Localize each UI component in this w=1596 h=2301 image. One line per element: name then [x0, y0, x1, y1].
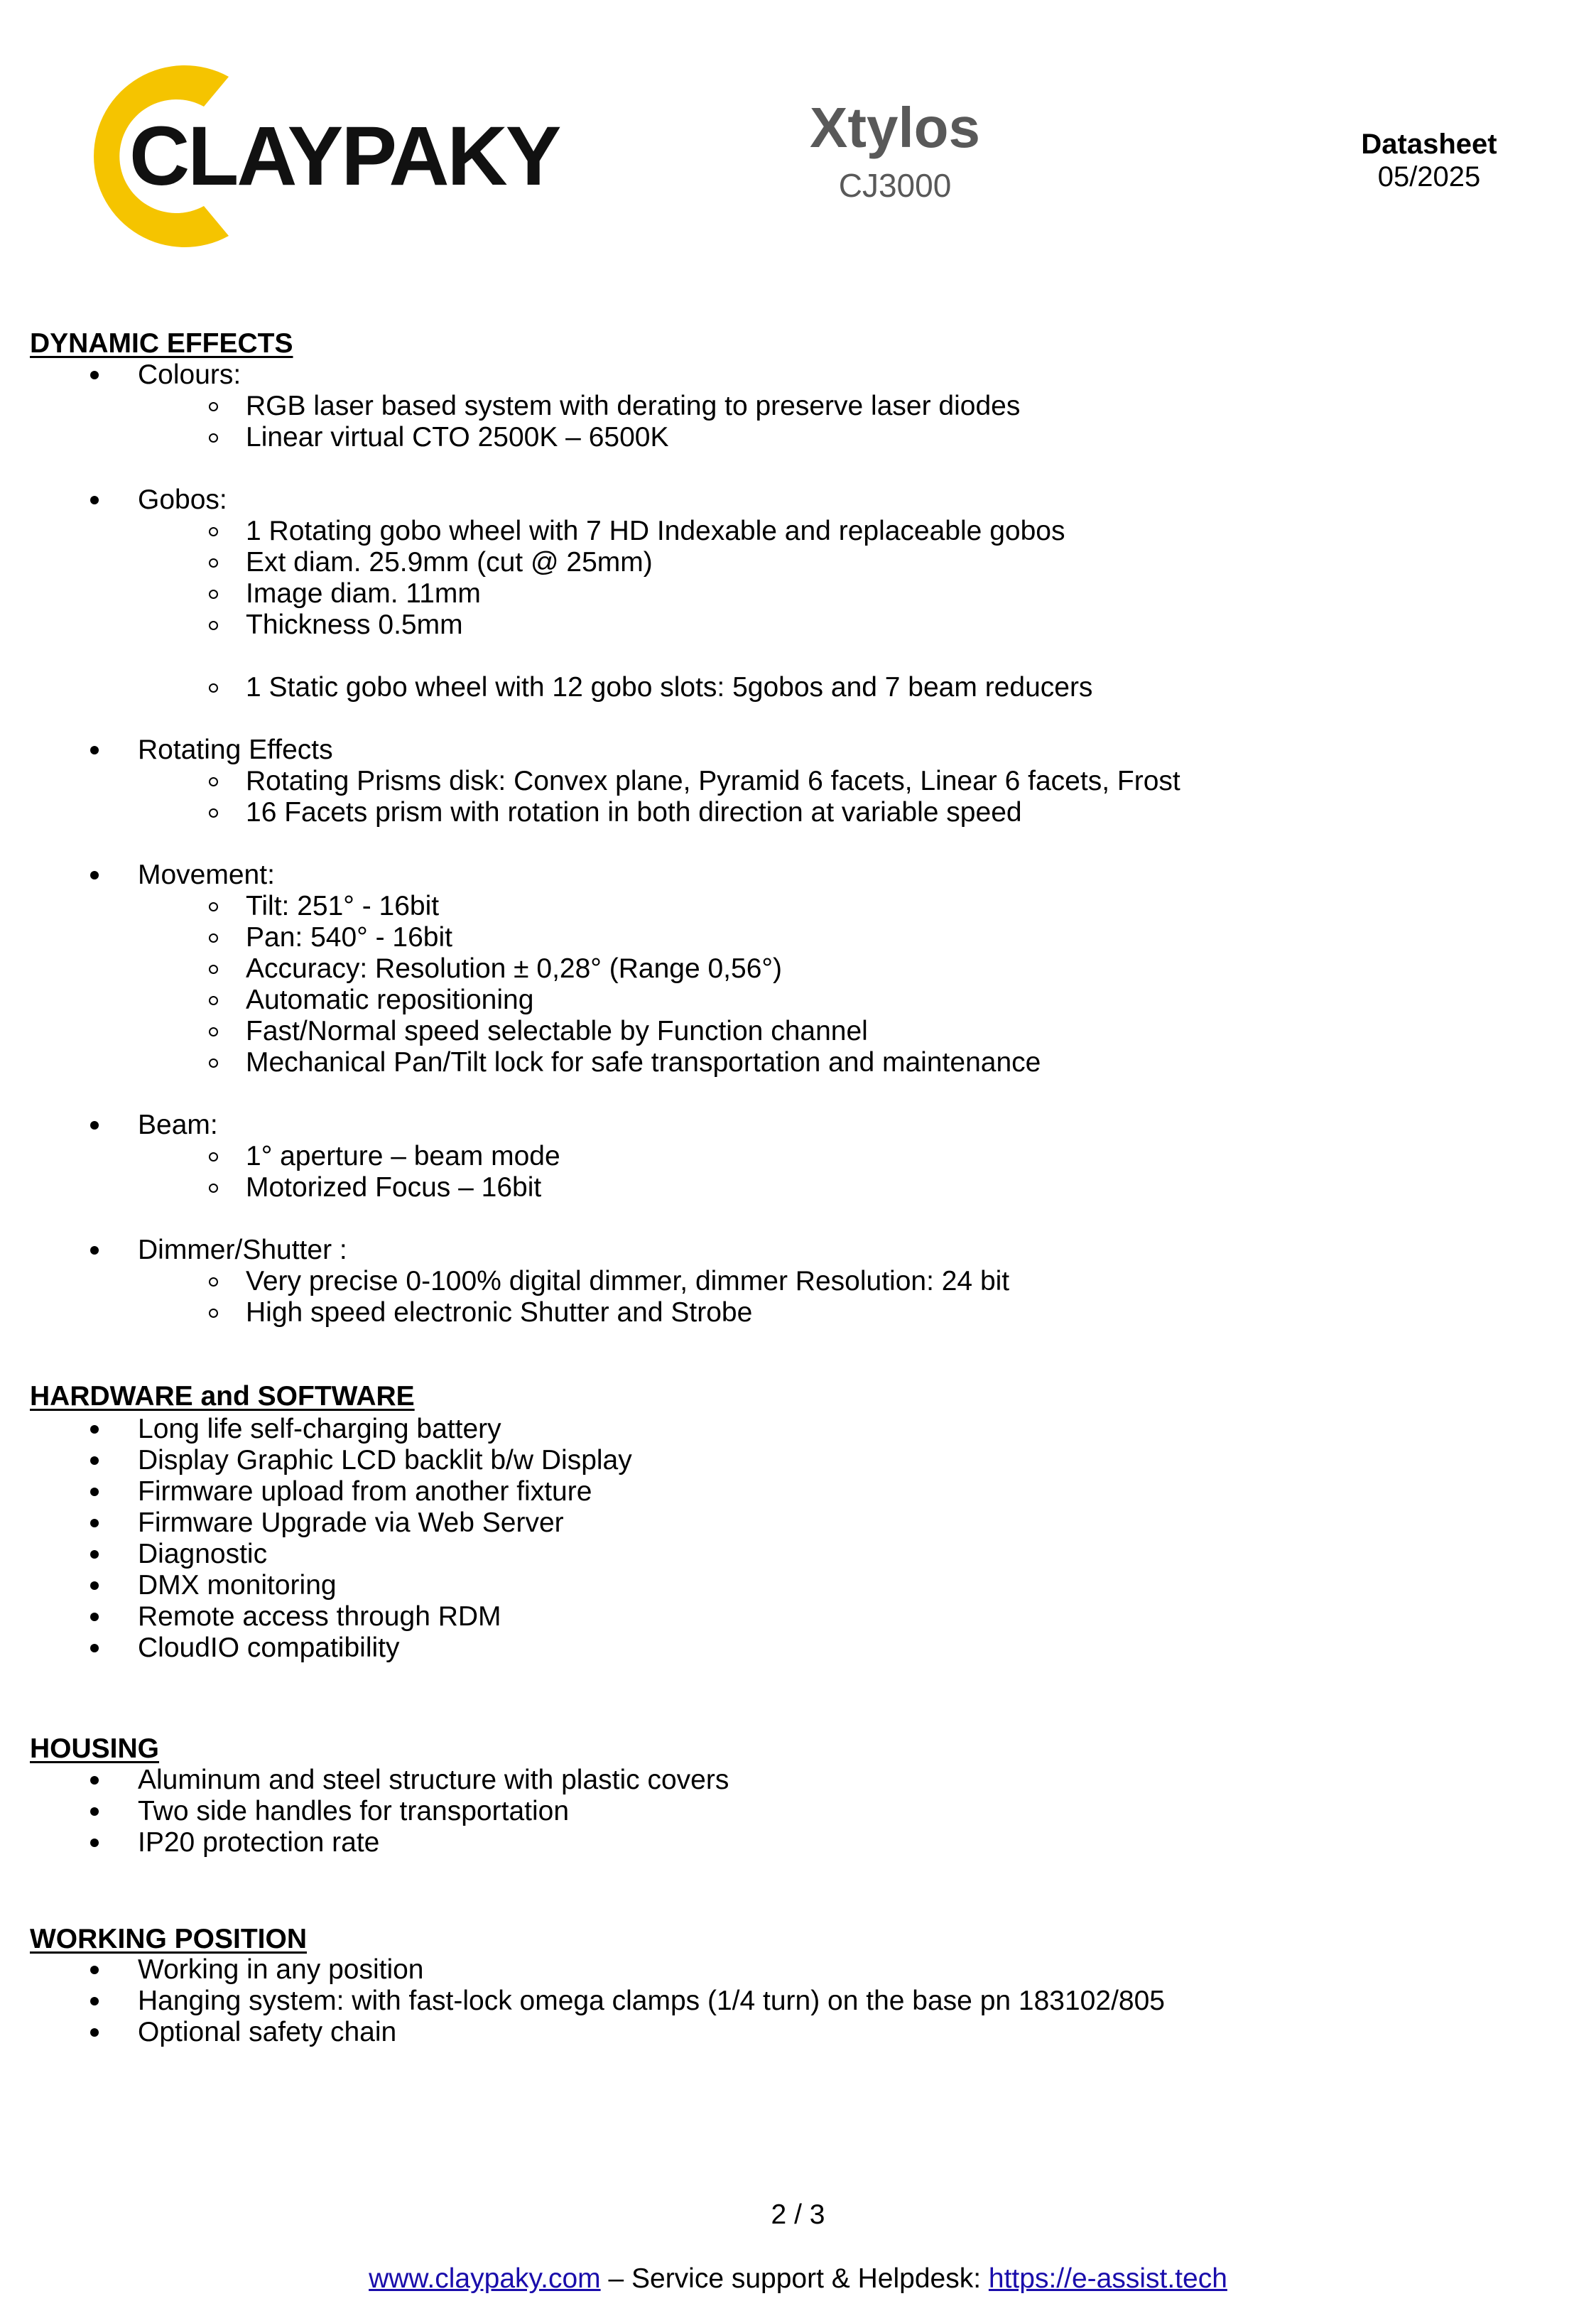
list-item: Working in any position: [30, 1954, 1521, 1986]
list-item: Optional safety chain: [30, 2017, 1521, 2048]
sub-item: Ext diam. 25.9mm (cut @ 25mm): [138, 547, 1596, 578]
sub-item: 1 Static gobo wheel with 12 gobo slots: 5gobos and 7 beam reducers: [138, 672, 1596, 703]
sub-item: Mechanical Pan/Tilt lock for safe transportation and maintenance: [138, 1047, 1596, 1078]
item-label: Movement:: [138, 860, 275, 890]
doc-type: Datasheet: [1361, 129, 1497, 160]
list-item: Display Graphic LCD backlit b/w Display: [30, 1445, 1521, 1476]
sub-item: 16 Facets prism with rotation in both direction at variable speed: [138, 797, 1596, 828]
list-item: Long life self-charging battery: [30, 1414, 1521, 1445]
claypaky-logo: [72, 64, 560, 249]
sub-item: 1 Rotating gobo wheel with 7 HD Indexable and replaceable gobos: [138, 516, 1596, 547]
sublist: [138, 516, 1596, 703]
sub-item: RGB laser based system with derating to preserve laser diodes: [138, 391, 1596, 422]
item-label: Gobos:: [138, 484, 227, 515]
product-title: Xtylos: [809, 96, 981, 159]
list-item: Remote access through RDM: [30, 1601, 1521, 1633]
sub-item: Fast/Normal speed selectable by Function channel: [138, 1016, 1596, 1047]
list-item: IP20 protection rate: [30, 1827, 1521, 1858]
sub-item: Image diam. 11mm: [138, 578, 1596, 610]
logo-text: CLAYPAKY: [129, 109, 560, 203]
section-heading-working-position: WORKING POSITION: [30, 1924, 307, 1954]
doc-info: [1337, 128, 1521, 193]
sub-item: Motorized Focus – 16bit: [138, 1172, 1596, 1203]
list-item: Hanging system: with fast-lock omega clamps (1/4 turn) on the base pn 183102/805: [30, 1986, 1521, 2017]
item-label: Colours:: [138, 359, 241, 390]
sub-item: Automatic repositioning: [138, 985, 1596, 1016]
working-position-list: [30, 1954, 1521, 2048]
sub-item: High speed electronic Shutter and Strobe: [138, 1297, 1596, 1328]
sub-item: Pan: 540° - 16bit: [138, 922, 1596, 953]
product-title-block: [710, 96, 1080, 204]
list-item-rotating-effects: [30, 735, 1521, 828]
housing-list: [30, 1765, 1521, 1858]
sub-item: Rotating Prisms disk: Convex plane, Pyramid 6 facets, Linear 6 facets, Frost: [138, 766, 1596, 797]
list-item: Two side handles for transportation: [30, 1796, 1521, 1827]
sub-item: 1° aperture – beam mode: [138, 1141, 1596, 1172]
sub-item: Tilt: 251° - 16bit: [138, 891, 1596, 922]
item-label: Beam:: [138, 1110, 218, 1140]
sub-item: Thickness 0.5mm: [138, 610, 1596, 641]
list-item: CloudIO compatibility: [30, 1633, 1521, 1664]
website-link[interactable]: www.claypaky.com: [369, 2263, 601, 2294]
sublist: [138, 391, 1596, 453]
list-item: DMX monitoring: [30, 1570, 1521, 1601]
sublist: [138, 1266, 1596, 1328]
list-item-beam: [30, 1110, 1521, 1203]
section-heading-hardware: HARDWARE and SOFTWARE: [30, 1381, 415, 1412]
footer-separator: – Service support & Helpdesk:: [600, 2263, 989, 2294]
item-label: Rotating Effects: [138, 735, 333, 765]
sublist: [138, 766, 1596, 828]
list-item: Diagnostic: [30, 1539, 1521, 1570]
item-label: Dimmer/Shutter :: [138, 1235, 347, 1265]
section-heading-housing: HOUSING: [30, 1733, 160, 1764]
sub-item: Very precise 0-100% digital dimmer, dimmer Resolution: 24 bit: [138, 1266, 1596, 1297]
page-number: 2 / 3: [771, 2199, 825, 2230]
list-item: Firmware Upgrade via Web Server: [30, 1507, 1521, 1539]
hardware-list: [30, 1414, 1521, 1664]
list-item-colours: [30, 359, 1521, 453]
sub-item: Accuracy: Resolution ± 0,28° (Range 0,56°): [138, 953, 1596, 985]
section-heading-dynamic-effects: DYNAMIC EFFECTS: [30, 328, 293, 359]
support-link[interactable]: https://e-assist.tech: [988, 2263, 1227, 2294]
footer: [0, 2263, 1596, 2295]
sublist: [138, 891, 1596, 1078]
list-item: Firmware upload from another fixture: [30, 1476, 1521, 1507]
product-code: CJ3000: [838, 167, 952, 204]
list-item-gobos: [30, 484, 1521, 703]
list-item: Aluminum and steel structure with plastic covers: [30, 1765, 1521, 1796]
sublist: [138, 1141, 1596, 1203]
sub-item: Linear virtual CTO 2500K – 6500K: [138, 422, 1596, 453]
dynamic-effects-list: [30, 359, 1521, 1328]
list-item-dimmer-shutter: [30, 1235, 1521, 1328]
list-item-movement: [30, 860, 1521, 1078]
doc-date: 05/2025: [1377, 161, 1481, 193]
